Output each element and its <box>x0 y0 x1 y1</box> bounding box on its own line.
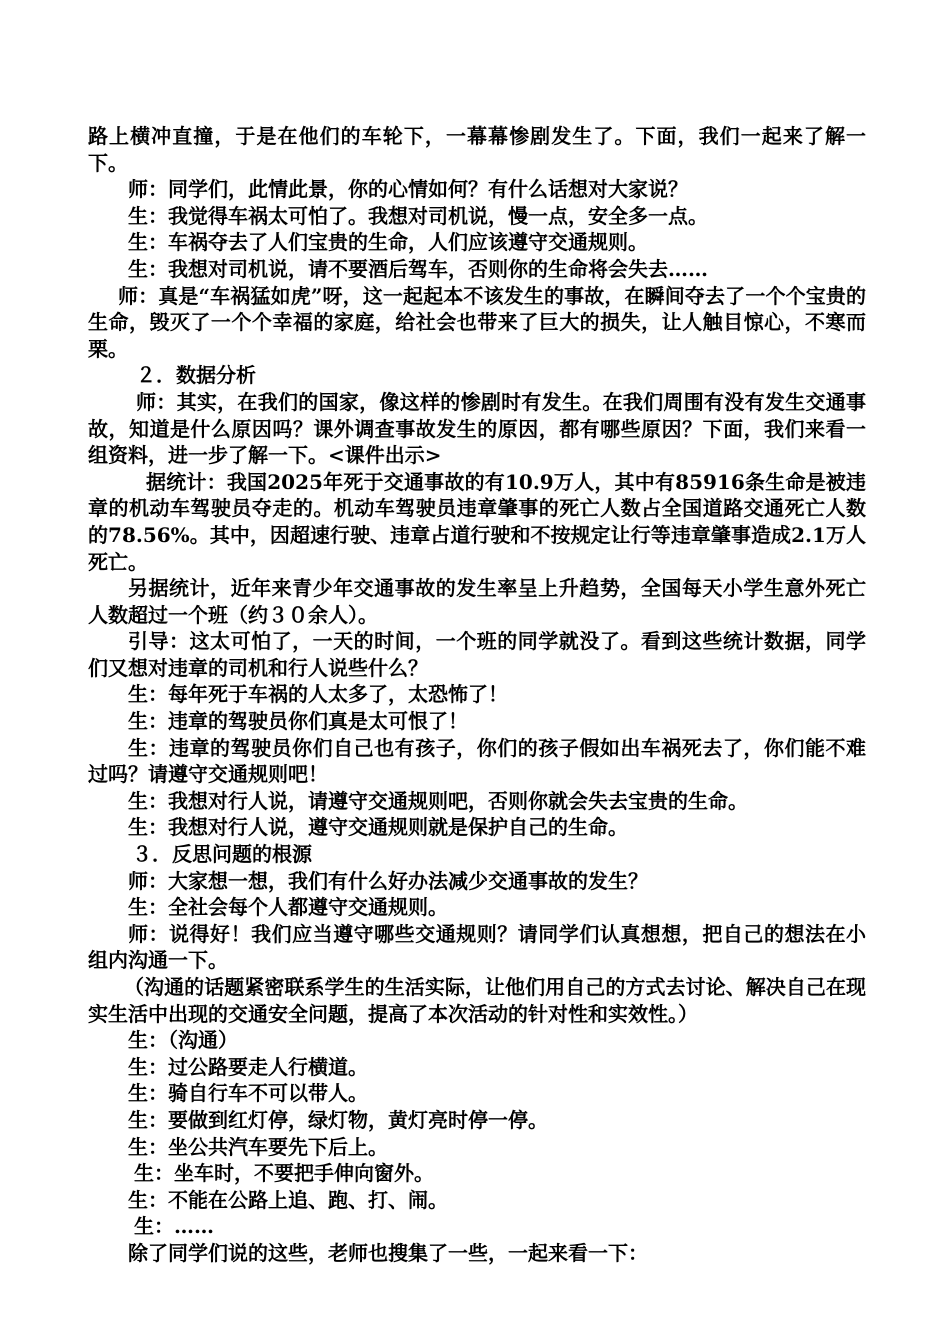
section-heading: ２．数据分析 <box>136 363 256 388</box>
paragraph-student-answer: 生：要做到红灯停，绿灯物，黄灯亮时停一停。 <box>128 1107 548 1132</box>
paragraph-student-answer: 生：我想对行人说，请遵守交通规则吧，否则你就会失去宝贵的生命。 <box>128 788 748 813</box>
paragraph-statistics: 据统计：我国2025年死于交通事故的有10.9万人，其中有85916条生命是被违章的机动车驾驶员夺走的。机动车驾驶员违章肇事的死亡人数占全国道路交通死亡人数的78.56%。其中，因超速行驶、违章占道行驶和不按规定让行等违章肇事造成2.1万人死亡。 <box>88 469 866 574</box>
paragraph-teacher-data-intro: 师：其实，在我们的国家，像这样的惨剧时有发生。在我们周围有没有发生交通事故，知道是什么原因吗？课外调查事故发生的原因，都有哪些原因？下面，我们来看一组资料，进一步了解一下。<课件出示> <box>88 389 866 468</box>
section-heading: ３．反思问题的根源 <box>132 842 312 867</box>
paragraph-teacher-summary: 师：真是“车祸猛如虎”呀，这一起起本不该发生的事故，在瞬间夺去了一个个宝贵的生命，毁灭了一个个幸福的家庭，给社会也带来了巨大的损失，让人触目惊心，不寒而栗。 <box>88 283 866 361</box>
paragraph-student-answer: 生：违章的驾驶员你们真是太可恨了！ <box>128 709 468 734</box>
paragraph-student-answer: 生：不能在公路上追、跑、打、闹。 <box>128 1187 448 1212</box>
paragraph-student-answer: 生：过公路要走人行横道。 <box>128 1054 368 1079</box>
paragraph-student-answer: 生：…… <box>134 1214 214 1239</box>
paragraph-student-answer: 生：骑自行车不可以带人。 <box>128 1081 368 1106</box>
paragraph-guide: 引导：这太可怕了，一天的时间，一个班的同学就没了。看到这些统计数据，同学们又想对违章的司机和行人说些什么？ <box>88 629 866 680</box>
paragraph-student-answer: 生：我觉得车祸太可怕了。我想对司机说，慢一点，安全多一点。 <box>128 203 708 228</box>
paragraph-student-answer: 生：我想对行人说，遵守交通规则就是保护自己的生命。 <box>128 815 628 840</box>
paragraph-student-answer: 生：车祸夺去了人们宝贵的生命，人们应该遵守交通规则。 <box>128 230 648 255</box>
paragraph-student-answer: 生：坐车时，不要把手伸向窗外。 <box>134 1161 434 1186</box>
paragraph-note: （沟通的话题紧密联系学生的生活实际，让他们用自己的方式去讨论、解决自己在现实生活中出现的交通安全问题，提高了本次活动的针对性和实效性。） <box>88 975 866 1026</box>
paragraph-teacher-question: 师：大家想一想，我们有什么好办法减少交通事故的发生？ <box>128 868 648 893</box>
paragraph-student-answer: 生：违章的驾驶员你们自己也有孩子，你们的孩子假如出车祸死去了，你们能不难过吗？请遵守交通规则吧！ <box>88 735 866 787</box>
paragraph-student-answer: 生：每年死于车祸的人太多了，太恐怖了！ <box>128 682 508 707</box>
paragraph-intro: 路上横冲直撞，于是在他们的车轮下，一幕幕惨剧发生了。下面，我们一起来了解一下。 <box>88 124 866 175</box>
document-page <box>88 123 866 1267</box>
paragraph-student-answer: 生：（沟通） <box>128 1028 238 1053</box>
paragraph-student-answer: 生：我想对司机说，请不要酒后驾车，否则你的生命将会失去…… <box>128 256 708 281</box>
paragraph-closing: 除了同学们说的这些，老师也搜集了一些，一起来看一下： <box>128 1240 648 1265</box>
paragraph-teacher-question: 师：同学们，此情此景，你的心情如何？有什么话想对大家说？ <box>128 177 688 202</box>
paragraph-student-answer: 生：全社会每个人都遵守交通规则。 <box>128 895 448 920</box>
paragraph-teacher-prompt: 师：说得好！我们应当遵守哪些交通规则？请同学们认真想想，把自己的想法在小组内沟通一下。 <box>88 921 866 973</box>
paragraph-student-answer: 生：坐公共汽车要先下后上。 <box>128 1134 388 1159</box>
paragraph-statistics-youth: 另据统计，近年来青少年交通事故的发生率呈上升趋势，全国每天小学生意外死亡人数超过一个班（约３０余人）。 <box>88 576 866 627</box>
